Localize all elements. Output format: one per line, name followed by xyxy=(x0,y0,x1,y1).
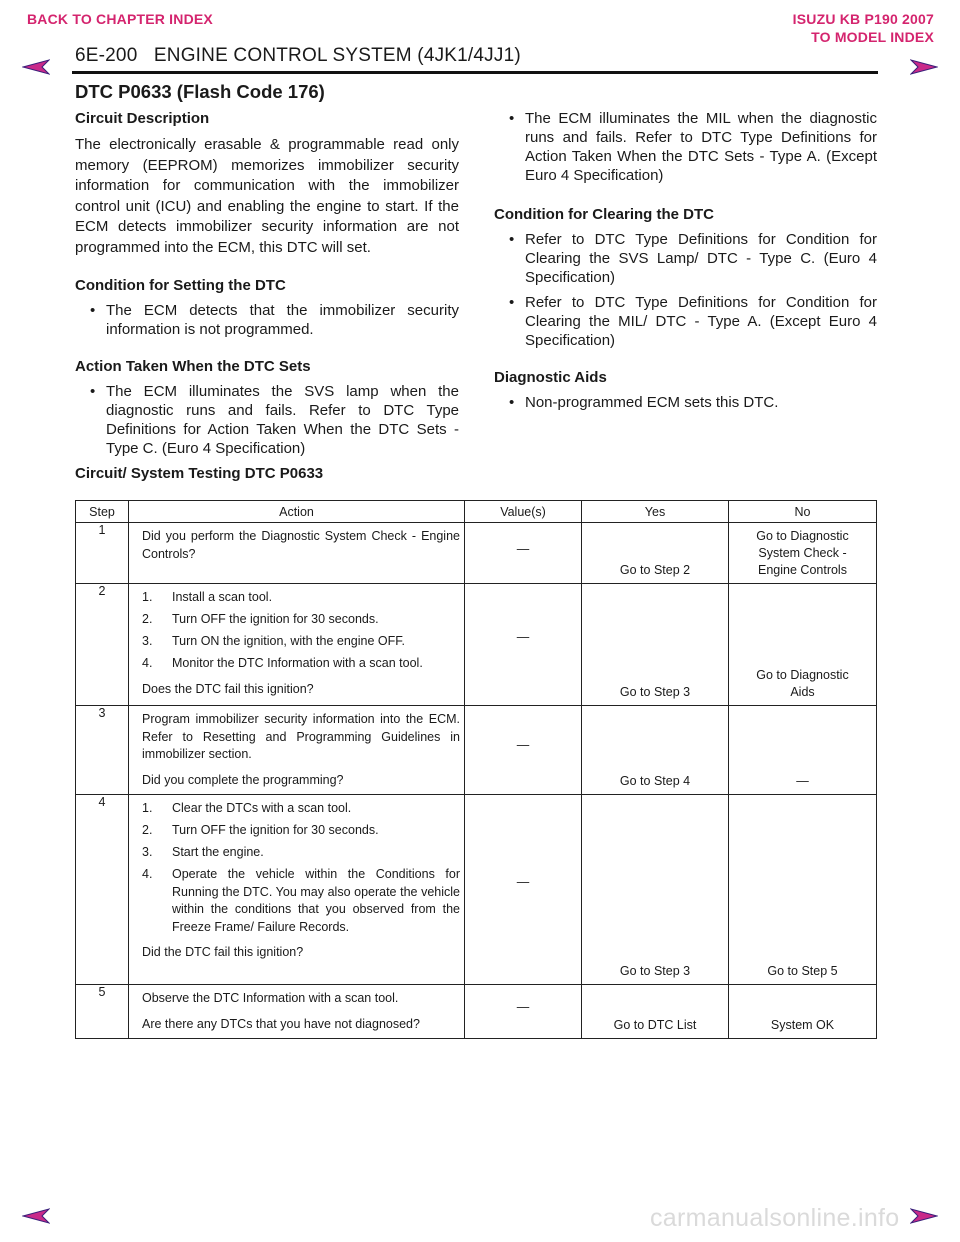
no-text: Go to Diagnostic System Check - Engine Controls xyxy=(756,529,849,577)
no-text: — xyxy=(796,774,809,788)
model-name-label: ISUZU KB P190 2007 xyxy=(792,11,934,27)
action-cell xyxy=(129,795,465,985)
column-header-step: Step xyxy=(76,501,129,523)
action-steps-list xyxy=(142,589,460,673)
condition-setting-bullet: • The ECM detects that the immobilizer security information is not programmed. xyxy=(75,301,459,339)
next-page-arrow-icon[interactable] xyxy=(910,58,938,76)
column-header-values: Value(s) xyxy=(465,501,582,523)
value-text: — xyxy=(516,875,530,889)
column-header-no: No xyxy=(729,501,877,523)
action-question: Are there any DTCs that you have not diagnosed? xyxy=(142,1016,420,1031)
condition-setting-heading: Condition for Setting the DTC xyxy=(75,277,286,294)
step-number: 4 xyxy=(76,795,129,985)
no-cell xyxy=(729,985,877,1039)
value-text: — xyxy=(516,738,530,752)
page-header-title: 6E-200 ENGINE CONTROL SYSTEM (4JK1/4JJ1) xyxy=(75,45,521,66)
action-question: Does the DTC fail this ignition? xyxy=(142,681,314,696)
action-taken-bullet: • The ECM illuminates the SVS lamp when the diagnostic runs and fails. Refer to DTC Type Definitions for Action Taken When the DTC Sets - Type C. (Euro 4 Specification) xyxy=(75,382,459,458)
right-column xyxy=(494,109,877,412)
clearing-bullet: • Refer to DTC Type Definitions for Condition for Clearing the SVS Lamp/ DTC - Type C. (Euro 4 Specification) xyxy=(494,230,877,287)
list-item: 1. Install a scan tool. xyxy=(142,590,273,604)
value-cell xyxy=(465,584,582,706)
table-row xyxy=(76,523,877,584)
action-question: Did you complete the programming? xyxy=(142,772,344,787)
list-item: 3. Turn ON the ignition, with the engine OFF. xyxy=(142,634,405,648)
action-cell xyxy=(129,985,465,1039)
no-cell xyxy=(729,523,877,584)
no-cell xyxy=(729,795,877,985)
step-number: 3 xyxy=(76,706,129,795)
action-cell xyxy=(129,584,465,706)
back-to-chapter-index-link[interactable]: BACK TO CHAPTER INDEX xyxy=(27,11,213,27)
step-number: 2 xyxy=(76,584,129,706)
action-text: Did you perform the Diagnostic System Check - Engine Controls? xyxy=(142,529,460,561)
yes-cell xyxy=(582,523,729,584)
column-header-yes: Yes xyxy=(582,501,729,523)
column-header-action: Action xyxy=(129,501,465,523)
action-text: Observe the DTC Information with a scan tool. xyxy=(142,991,399,1005)
no-text: Go to Diagnostic Aids xyxy=(756,668,849,699)
mil-bullet: • The ECM illuminates the MIL when the diagnostic runs and fails. Refer to DTC Type Definitions for Action Taken When the DTC Sets - Type A. (Except Euro 4 Specification) xyxy=(494,109,877,185)
table-row xyxy=(76,985,877,1039)
action-cell xyxy=(129,523,465,584)
to-model-index-link[interactable]: TO MODEL INDEX xyxy=(811,29,934,45)
circuit-description-heading: Circuit Description xyxy=(75,110,210,127)
no-cell xyxy=(729,706,877,795)
header-rule xyxy=(72,71,878,74)
yes-cell xyxy=(582,795,729,985)
no-text: Go to Step 5 xyxy=(767,964,838,978)
list-item: 4. Monitor the DTC Information with a scan tool. xyxy=(142,656,423,670)
table-row xyxy=(76,584,877,706)
circuit-description-text: The electronically erasable & programmable read only memory (EEPROM) memorizes immobilizer security information for communication with the immobilizer control unit (ICU) and enabling the engine to start. If the ECM detects immobilizer security information are not programmed into the ECM, this DTC will set. xyxy=(75,136,459,256)
value-cell xyxy=(465,985,582,1039)
action-steps-list xyxy=(142,800,460,936)
table-row xyxy=(76,706,877,795)
value-cell xyxy=(465,795,582,985)
action-question: Did the DTC fail this ignition? xyxy=(142,945,304,959)
yes-cell xyxy=(582,584,729,706)
value-cell xyxy=(465,706,582,795)
condition-clearing-heading: Condition for Clearing the DTC xyxy=(494,206,714,223)
no-cell xyxy=(729,584,877,706)
left-column xyxy=(75,109,459,458)
previous-page-arrow-icon[interactable] xyxy=(22,58,50,76)
value-text: — xyxy=(516,630,530,644)
value-cell xyxy=(465,523,582,584)
table-header-row xyxy=(76,501,877,523)
watermark: carmanualsonline.info xyxy=(650,1204,900,1232)
list-item: 3. Start the engine. xyxy=(142,845,264,859)
no-text: System OK xyxy=(770,1018,835,1032)
list-item: 4. Operate the vehicle within the Conditions for Running the DTC. You may also operate the vehicle within the conditions that you observed from the Freeze Frame/ Failure Records. xyxy=(142,867,460,934)
yes-text: Go to Step 4 xyxy=(619,774,691,788)
value-text: — xyxy=(516,1000,530,1014)
diagnostic-aids-heading: Diagnostic Aids xyxy=(494,369,607,386)
step-number: 5 xyxy=(76,985,129,1039)
circuit-testing-heading: Circuit/ System Testing DTC P0633 xyxy=(75,465,324,482)
step-number: 1 xyxy=(76,523,129,584)
list-item: 2. Turn OFF the ignition for 30 seconds. xyxy=(142,612,379,626)
previous-page-arrow-icon[interactable] xyxy=(22,1207,50,1225)
yes-text: Go to DTC List xyxy=(613,1018,697,1032)
action-taken-heading: Action Taken When the DTC Sets xyxy=(75,358,311,375)
yes-text: Go to Step 2 xyxy=(619,563,691,577)
yes-text: Go to Step 3 xyxy=(619,964,691,978)
next-page-arrow-icon[interactable] xyxy=(910,1207,938,1225)
clearing-bullet: • Refer to DTC Type Definitions for Condition for Clearing the MIL/ DTC - Type A. (Except Euro 4 Specification) xyxy=(494,293,877,350)
diagnostic-table xyxy=(75,500,877,1039)
action-cell xyxy=(129,706,465,795)
value-text: — xyxy=(516,542,530,556)
diagnostic-aids-bullet: • Non-programmed ECM sets this DTC. xyxy=(494,393,877,412)
yes-text: Go to Step 3 xyxy=(619,685,691,699)
yes-cell xyxy=(582,706,729,795)
table-row xyxy=(76,795,877,985)
action-text: Program immobilizer security information into the ECM. Refer to Resetting and Programming Guidelines in immobilizer section. xyxy=(142,712,460,761)
dtc-title: DTC P0633 (Flash Code 176) xyxy=(75,81,325,102)
list-item: 1. Clear the DTCs with a scan tool. xyxy=(142,801,352,815)
list-item: 2. Turn OFF the ignition for 30 seconds. xyxy=(142,823,379,837)
yes-cell xyxy=(582,985,729,1039)
